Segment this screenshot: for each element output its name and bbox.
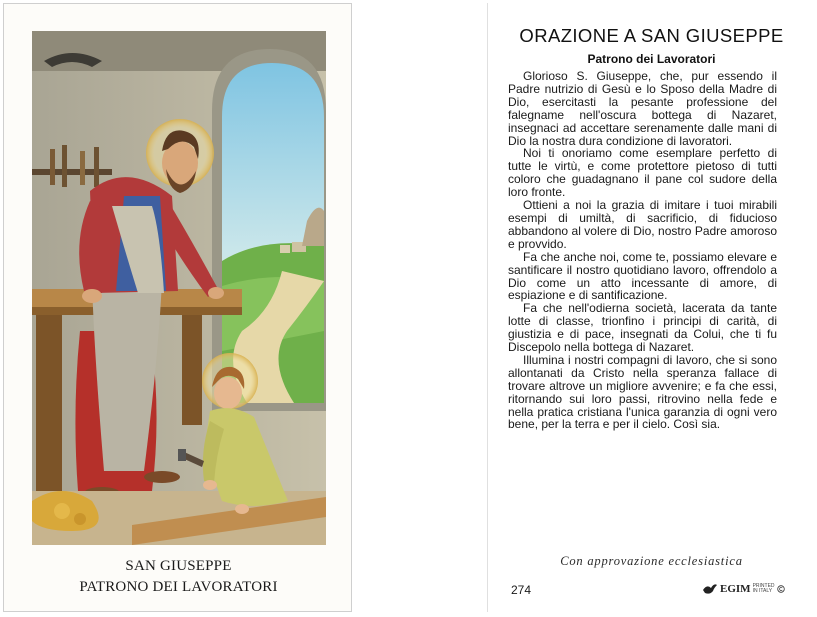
caption-line-1: SAN GIUSEPPE bbox=[125, 558, 232, 574]
prayer-paragraph: Ottieni a noi la grazia di imitare i tuoi mirabili esempi di umiltà, di sacrificio, di fiducioso abbandono al volere di Dio, nostro Padre amoroso e provvido. bbox=[508, 198, 777, 251]
caption-line-2: PATRONO DEI LAVORATORI bbox=[79, 579, 278, 595]
ecclesiastical-approval: Con approvazione ecclesiastica bbox=[560, 554, 743, 568]
prayer-title: ORAZIONE A SAN GIUSEPPE bbox=[519, 25, 784, 46]
publisher-printed-note: PRINTED IN ITALY bbox=[752, 583, 775, 594]
dove-logo-icon bbox=[702, 582, 718, 596]
prayer-paragraph: Noi ti onoriamo come esemplare perfetto di tutte le virtù, e come protettore pietoso di tutti coloro che guadagnano il pane col sudore della loro fronte. bbox=[508, 146, 777, 200]
publisher-mark bbox=[702, 581, 785, 597]
prayer-paragraph: Illumina i nostri compagni di lavoro, che si sono allontanati da Cristo nella speranza fallace di trovare altrove un migliore avvenire; e fa che essi, ritornando sui loro passi, ritrovino nella fede e nella pratica cristiana l'unica garanzia di ogni vero bene, per la terra e per il cielo. Così sia. bbox=[508, 352, 777, 432]
card-number: 274 bbox=[511, 583, 532, 597]
prayer-paragraph: Glorioso S. Giuseppe, che, pur essendo il Padre nutrizio di Gesù e lo Sposo della Madre di Dio, esercitasti la pesante professione del falegname nell'oscura bottega di Nazaret, insegnaci ad accettare serenamente dalle mani di Dio la nostra dura condizione di lavoratori. bbox=[508, 69, 777, 148]
publisher-name: EGIM bbox=[720, 583, 751, 595]
prayer-paragraph: Fa che nell'odierna società, lacerata da tante lotte di classe, trionfino i principi di carità, di giustizia e di pace, insegnati da Colui, che ti fu Discepolo nella bottega di Nazaret. bbox=[508, 301, 777, 355]
saint-joseph-illustration bbox=[32, 31, 326, 545]
copyright-icon bbox=[777, 585, 785, 593]
image-card bbox=[3, 3, 352, 612]
prayer-paragraph: Fa che anche noi, come te, possiamo elevare e santificare il nostro quotidiano lavoro, offrendolo a Dio come un atto incessante di amore, di espiazione e di santificazione. bbox=[508, 249, 777, 303]
prayer-card bbox=[487, 3, 814, 612]
prayer-body bbox=[508, 70, 777, 431]
prayer-subtitle: Patrono dei Lavoratori bbox=[587, 52, 716, 66]
